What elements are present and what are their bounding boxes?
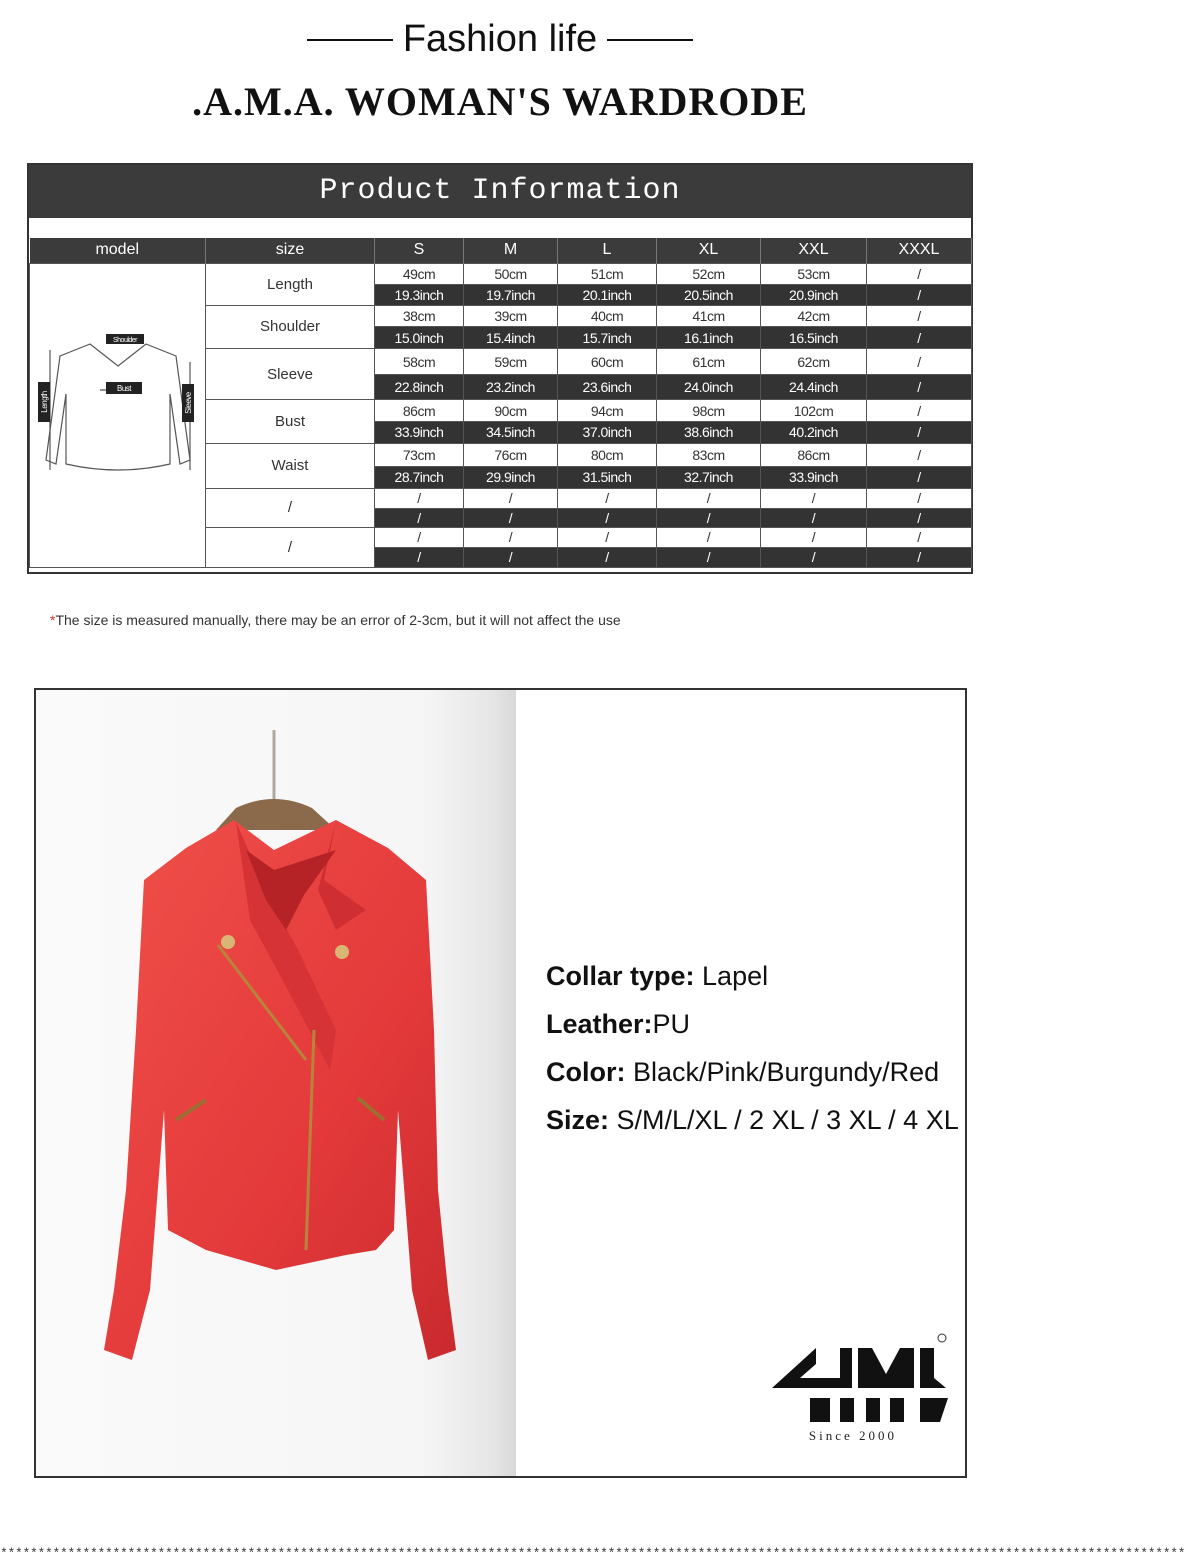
cell-cm: / [558,527,657,547]
cell-cm: / [867,349,972,375]
tagline-rule-left [307,39,393,41]
measurement-name: Sleeve [206,349,375,400]
cell-inch: / [867,466,972,488]
cell-inch: 24.4inch [761,375,867,400]
cell-inch: 15.0inch [375,327,464,349]
cell-cm: / [867,488,972,508]
cell-inch: / [657,547,761,567]
cell-inch: 16.5inch [761,327,867,349]
attr-color-value: Black/Pink/Burgundy/Red [625,1057,940,1087]
size-note [50,612,621,628]
cell-cm: / [657,488,761,508]
cell-inch: / [375,508,464,527]
col-size-xl: XL [657,238,761,263]
cell-cm: 38cm [375,305,464,327]
cell-cm: 102cm [761,400,867,422]
cell-inch: 23.6inch [558,375,657,400]
cell-inch: / [867,421,972,443]
cell-inch: 34.5inch [464,421,558,443]
product-photo-panel [36,690,516,1476]
measurement-name: / [206,527,375,567]
product-panel [34,688,967,1478]
cell-inch: 29.9inch [464,466,558,488]
note-star: * [50,612,56,628]
col-size-xxxl: XXXL [867,238,972,263]
cell-inch: / [867,375,972,400]
cell-cm: / [761,488,867,508]
attr-collar-key: Collar type: [546,961,695,991]
cell-inch: / [375,547,464,567]
measurement-name: Waist [206,443,375,488]
tagline-text: Fashion life [402,18,598,60]
cell-cm: / [464,527,558,547]
cell-inch: 16.1inch [657,327,761,349]
col-size-s: S [375,238,464,263]
cell-inch: 20.1inch [558,284,657,305]
cell-cm: 83cm [657,443,761,466]
cell-cm: 52cm [657,263,761,284]
cell-cm: 49cm [375,263,464,284]
shoulder-label: Shoulder [112,336,138,344]
measurement-name: Shoulder [206,305,375,349]
attr-leather-key: Leather: [546,1009,653,1039]
red-jacket-image [36,730,516,1390]
cell-inch: 15.4inch [464,327,558,349]
cell-cm: 86cm [375,400,464,422]
cell-cm: 59cm [464,349,558,375]
cell-inch: 37.0inch [558,421,657,443]
col-size-xxl: XXL [761,238,867,263]
cell-inch: 20.9inch [761,284,867,305]
col-size-header: size [206,238,375,263]
attr-size [546,1096,959,1144]
note-text: The size is measured manually, there may be an error of 2-3cm, but it will not affect the use [55,612,621,628]
cell-cm: 53cm [761,263,867,284]
cell-inch: 15.7inch [558,327,657,349]
cell-inch: 38.6inch [657,421,761,443]
cell-cm: 50cm [464,263,558,284]
cell-inch: 23.2inch [464,375,558,400]
cell-cm: 90cm [464,400,558,422]
attr-collar-value: Lapel [694,961,769,991]
cell-cm: 73cm [375,443,464,466]
attr-color-key: Color: [546,1057,626,1087]
cell-cm: / [558,488,657,508]
cell-cm: / [867,400,972,422]
sleeve-label: Sleeve [184,391,193,414]
attr-color [546,1048,959,1096]
cell-cm: 76cm [464,443,558,466]
measurement-name: / [206,488,375,527]
cell-inch: 19.3inch [375,284,464,305]
cell-inch: 31.5inch [558,466,657,488]
size-chart-title: Product Information [29,165,971,218]
footer-stars: ************************************************************************************************************************************************************** [0,1546,1185,1561]
cell-inch: / [867,327,972,349]
cell-cm: 40cm [558,305,657,327]
cell-cm: 61cm [657,349,761,375]
cell-cm: 62cm [761,349,867,375]
length-label: Length [40,390,49,413]
cell-cm: / [657,527,761,547]
size-chart [27,163,973,574]
tagline [0,18,1000,61]
cell-inch: / [867,284,972,305]
cell-inch: 24.0inch [657,375,761,400]
col-size-l: L [558,238,657,263]
cell-cm: 58cm [375,349,464,375]
attr-collar-type [546,952,959,1000]
garment-diagram [30,263,206,567]
cell-inch: 20.5inch [657,284,761,305]
cell-inch: 22.8inch [375,375,464,400]
cell-cm: / [761,527,867,547]
logo-caption: Since 2000 [808,1428,898,1443]
cell-cm: 41cm [657,305,761,327]
cell-inch: / [761,547,867,567]
cell-cm: / [867,443,972,466]
col-size-m: M [464,238,558,263]
attr-size-key: Size: [546,1105,610,1135]
size-table [29,238,972,568]
cell-cm: 60cm [558,349,657,375]
brand-title: .A.M.A. WOMAN'S WARDRODE [192,79,808,124]
cell-inch: 28.7inch [375,466,464,488]
attr-leather [546,1000,959,1048]
cell-inch: 19.7inch [464,284,558,305]
measurement-name: Bust [206,400,375,444]
cell-inch: / [464,508,558,527]
attr-leather-value: PU [652,1009,691,1039]
cell-cm: 42cm [761,305,867,327]
cell-inch: / [464,547,558,567]
size-row-cm [30,263,972,284]
cell-cm: 94cm [558,400,657,422]
cell-inch: / [558,508,657,527]
cell-inch: / [761,508,867,527]
cell-inch: 33.9inch [761,466,867,488]
cell-cm: / [375,488,464,508]
cell-inch: / [657,508,761,527]
shirt-measurement-diagram [30,264,206,564]
cell-cm: / [867,305,972,327]
cell-cm: 51cm [558,263,657,284]
cell-inch: / [867,508,972,527]
cell-cm: 98cm [657,400,761,422]
cell-inch: 32.7inch [657,466,761,488]
cell-cm: / [867,263,972,284]
cell-cm: / [464,488,558,508]
size-table-header-row [30,238,972,263]
measurement-name: Length [206,263,375,305]
attr-size-value: S/M/L/XL / 2 XL / 3 XL / 4 XL [609,1105,959,1135]
cell-inch: / [867,547,972,567]
cell-cm: 80cm [558,443,657,466]
product-attributes [546,952,959,1144]
cell-inch: 40.2inch [761,421,867,443]
cell-cm: 39cm [464,305,558,327]
cell-cm: 86cm [761,443,867,466]
cell-inch: 33.9inch [375,421,464,443]
cell-cm: / [867,527,972,547]
cell-cm: / [375,527,464,547]
bust-label: Bust [116,383,132,393]
col-model-header: model [30,238,206,263]
tagline-rule-right [607,39,693,41]
cell-inch: / [558,547,657,567]
